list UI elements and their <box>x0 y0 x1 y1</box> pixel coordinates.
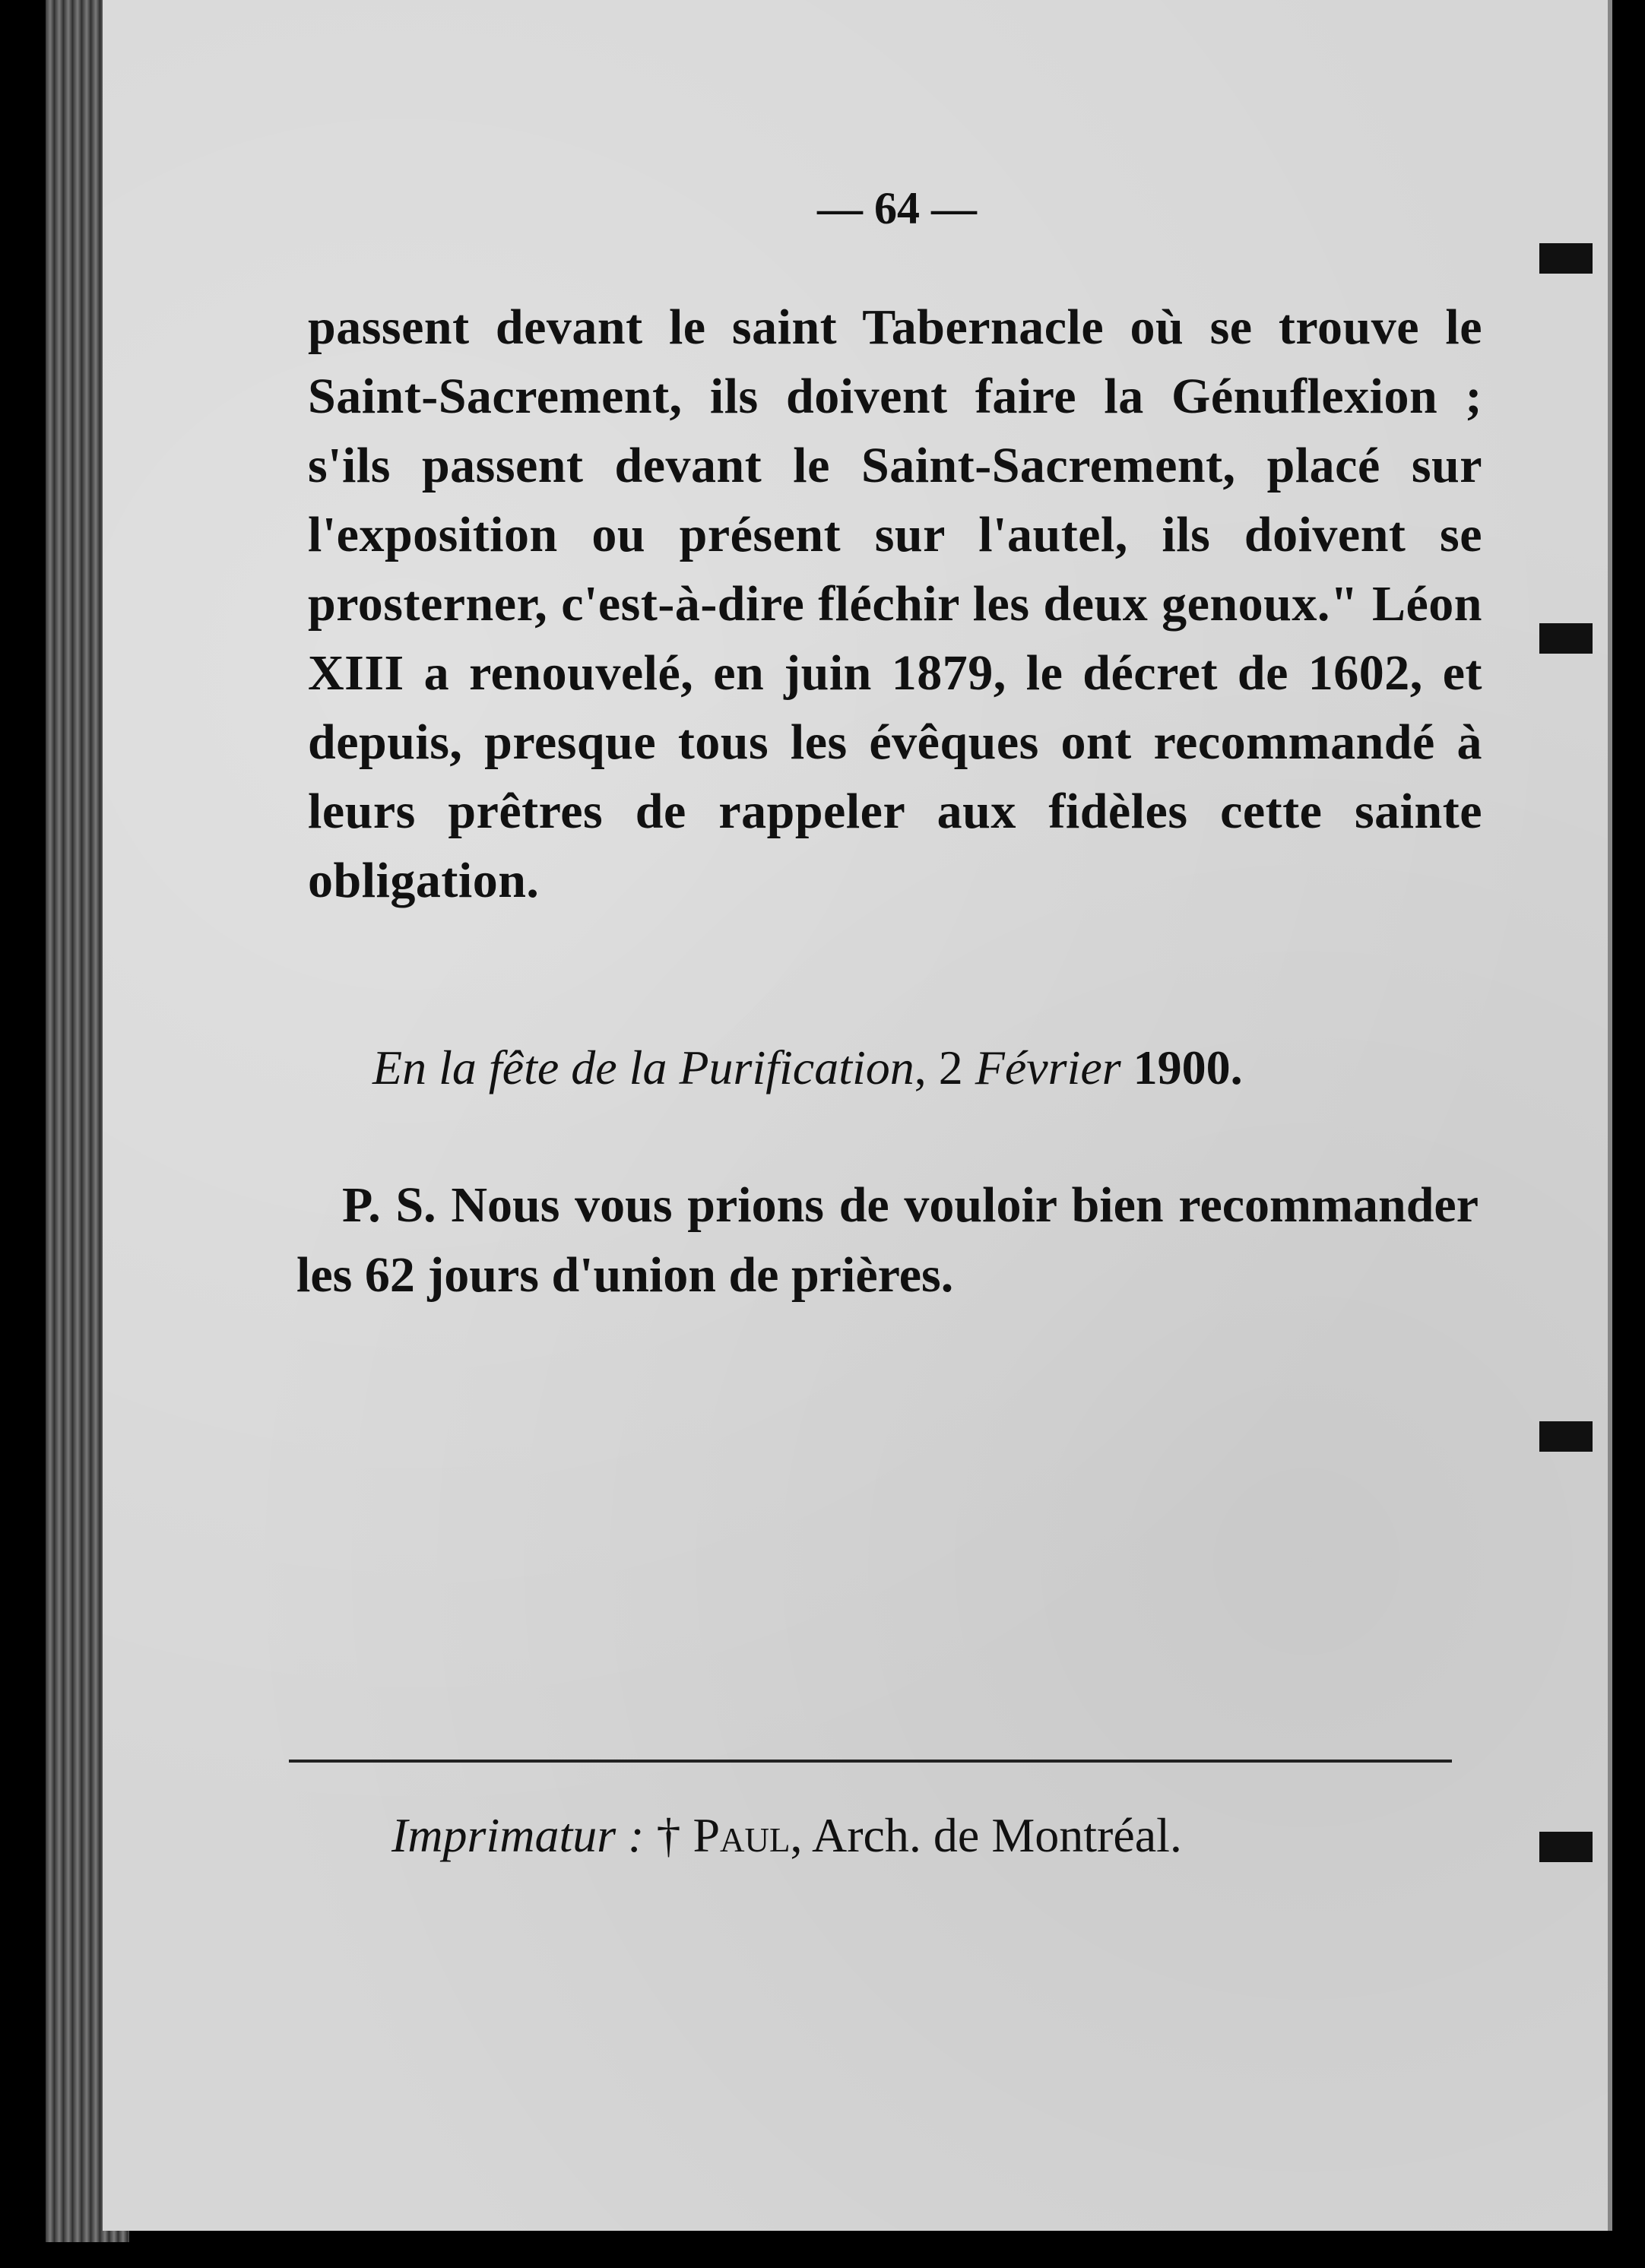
page-edge-mark <box>1539 1832 1593 1862</box>
cross-symbol: † <box>656 1808 681 1862</box>
date-line-feast: En la fête de la Purification <box>372 1041 914 1094</box>
imprimatur-line <box>391 1801 1471 1870</box>
body-text-block <box>308 293 1482 915</box>
date-line-separator: , <box>914 1041 939 1094</box>
body-paragraph: passent devant le saint Tabernacle où se trouve le Saint-Sacrement, ils doivent faire la Génuflexion ; s'ils passent devant le Saint-Sacrement, placé sur l'exposition ou présent sur l'autel, ils doivent se prosterner, c'est-à-dire fléchir les deux genoux." Léon XIII a renouvelé, en juin 1879, le décret de 1602, et depuis, presque tous les évêques ont recommandé à leurs prêtres de rappeler aux fidèles cette sainte obligation. <box>308 299 1482 908</box>
date-line <box>372 1034 1475 1102</box>
page-edge-mark <box>1539 1421 1593 1452</box>
date-line-day: 2 <box>938 1041 963 1094</box>
imprimatur-label: Imprimatur : <box>391 1808 645 1862</box>
page-edge-mark <box>1539 243 1593 274</box>
archbishop-name: Paul <box>693 1808 791 1862</box>
page-edge-mark <box>1539 623 1593 654</box>
archbishop-title: , Arch. de Montréal. <box>790 1808 1182 1862</box>
horizontal-rule <box>289 1760 1452 1763</box>
postscript: P. S. Nous vous prions de vouloir bien recommander les 62 jours d'union de prières. <box>296 1177 1479 1303</box>
date-line-year: 1900. <box>1133 1041 1243 1094</box>
page-number: — 64 — <box>817 183 977 233</box>
date-line-month: Février <box>975 1041 1121 1094</box>
